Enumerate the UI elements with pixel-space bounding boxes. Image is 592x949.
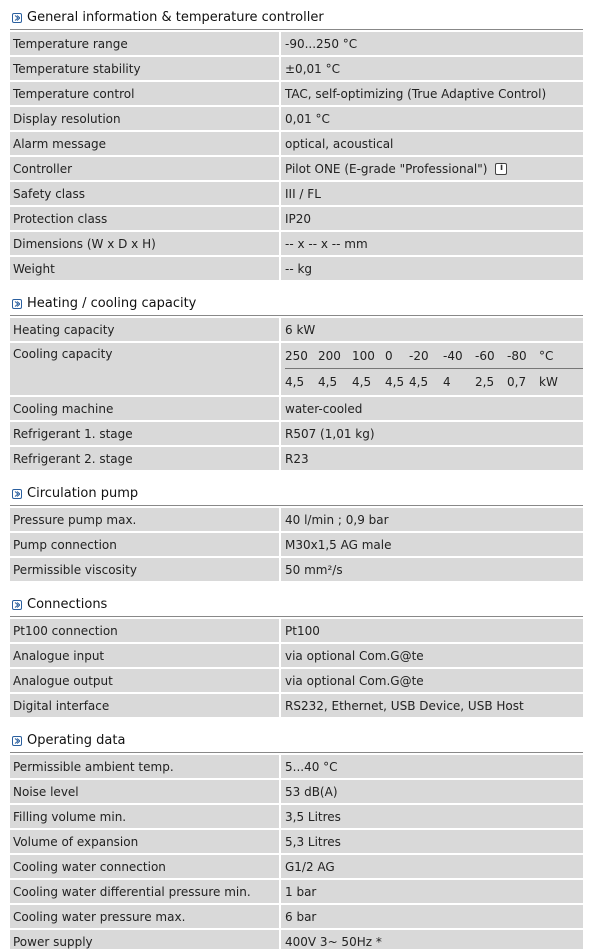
spec-value-text: -- kg bbox=[285, 261, 313, 276]
spec-row-cooling-water-differential-pressure-min bbox=[10, 880, 583, 903]
spec-value-text: ±0,01 °C bbox=[285, 61, 340, 76]
spec-value bbox=[281, 182, 583, 205]
section-header bbox=[10, 6, 583, 30]
info-icon[interactable]: i bbox=[495, 163, 507, 175]
spec-value bbox=[281, 855, 583, 878]
spec-row-display-resolution bbox=[10, 107, 583, 130]
section-header bbox=[10, 482, 583, 506]
chevron-right-icon bbox=[12, 299, 22, 309]
spec-row-weight bbox=[10, 257, 583, 280]
spec-value bbox=[281, 318, 583, 341]
cooling-temp-cell: 100 bbox=[352, 348, 375, 363]
cooling-temp-cell: 200 bbox=[318, 348, 341, 363]
chevron-right-icon bbox=[12, 489, 22, 499]
cooling-cap-cell: 4,5 bbox=[409, 375, 429, 389]
spec-value-text: R507 (1,01 kg) bbox=[285, 426, 375, 441]
cooling-temp-cell: 250 bbox=[285, 348, 308, 363]
spec-label: Pt100 connection bbox=[10, 619, 281, 642]
cooling-temp-cell: -40 bbox=[443, 348, 463, 363]
spec-value bbox=[281, 132, 583, 155]
spec-label: Temperature range bbox=[10, 32, 281, 55]
cooling-cap-cell: 4,5 bbox=[285, 375, 305, 389]
spec-value bbox=[281, 157, 583, 180]
spec-label: Cooling water differential pressure min. bbox=[10, 880, 281, 903]
spec-value bbox=[281, 57, 583, 80]
spec-value bbox=[281, 930, 583, 949]
spec-value bbox=[281, 447, 583, 470]
spec-label: Pump connection bbox=[10, 533, 281, 556]
spec-row-volume-of-expansion bbox=[10, 830, 583, 853]
spec-label: Safety class bbox=[10, 182, 281, 205]
section-title: Operating data bbox=[27, 733, 126, 748]
spec-label: Analogue output bbox=[10, 669, 281, 692]
section-title: Heating / cooling capacity bbox=[27, 296, 197, 311]
section-header bbox=[10, 292, 583, 316]
spec-value bbox=[281, 232, 583, 255]
cooling-cap-cell: 0,7 bbox=[507, 375, 527, 389]
spec-label: Filling volume min. bbox=[10, 805, 281, 828]
spec-row-pressure-pump-max bbox=[10, 508, 583, 531]
spec-label: Dimensions (W x D x H) bbox=[10, 232, 281, 255]
cooling-cap-cell: 4 bbox=[443, 375, 451, 389]
spec-row-controller bbox=[10, 157, 583, 180]
section-title: Connections bbox=[27, 597, 108, 612]
cooling-cap-cell: kW bbox=[539, 375, 558, 389]
section-gap bbox=[10, 472, 583, 482]
section-gap bbox=[10, 282, 583, 292]
spec-label: Cooling capacity bbox=[10, 343, 281, 395]
spec-sheet bbox=[10, 6, 583, 949]
spec-value bbox=[281, 755, 583, 778]
spec-row-protection-class bbox=[10, 207, 583, 230]
spec-label: Permissible ambient temp. bbox=[10, 755, 281, 778]
spec-value-text: G1/2 AG bbox=[285, 859, 335, 874]
spec-value bbox=[281, 805, 583, 828]
section-title: General information & temperature controller bbox=[27, 10, 324, 25]
spec-value bbox=[281, 533, 583, 556]
spec-value bbox=[281, 82, 583, 105]
spec-value-text: -90...250 °C bbox=[285, 36, 358, 51]
spec-row-permissible-ambient-temp bbox=[10, 755, 583, 778]
spec-label: Cooling water connection bbox=[10, 855, 281, 878]
spec-value bbox=[281, 619, 583, 642]
spec-row-digital-interface bbox=[10, 694, 583, 717]
spec-value-text: optical, acoustical bbox=[285, 136, 394, 151]
spec-label: Temperature stability bbox=[10, 57, 281, 80]
section-circulation-pump bbox=[10, 482, 583, 581]
section-gap bbox=[10, 583, 583, 593]
spec-label: Permissible viscosity bbox=[10, 558, 281, 581]
spec-value bbox=[281, 558, 583, 581]
cooling-cap-cell: 4,5 bbox=[385, 375, 405, 389]
spec-value bbox=[281, 694, 583, 717]
spec-value bbox=[281, 32, 583, 55]
spec-row-noise-level bbox=[10, 780, 583, 803]
section-general-information-temperature-controller bbox=[10, 6, 583, 280]
cooling-cap-cell: 2,5 bbox=[475, 375, 495, 389]
spec-label: Noise level bbox=[10, 780, 281, 803]
spec-value-text: via optional Com.G@te bbox=[285, 673, 424, 688]
cooling-temperature-row bbox=[285, 343, 583, 369]
spec-row-cooling-machine bbox=[10, 397, 583, 420]
section-header bbox=[10, 593, 583, 617]
spec-row-safety-class bbox=[10, 182, 583, 205]
spec-row-cooling-capacity bbox=[10, 343, 583, 395]
spec-value-text: 40 l/min ; 0,9 bar bbox=[285, 512, 389, 527]
spec-label: Temperature control bbox=[10, 82, 281, 105]
spec-label: Volume of expansion bbox=[10, 830, 281, 853]
chevron-right-icon bbox=[12, 736, 22, 746]
spec-value bbox=[281, 422, 583, 445]
spec-label: Alarm message bbox=[10, 132, 281, 155]
spec-label: Controller bbox=[10, 157, 281, 180]
spec-label: Power supply bbox=[10, 930, 281, 949]
spec-row-alarm-message bbox=[10, 132, 583, 155]
spec-label: Refrigerant 2. stage bbox=[10, 447, 281, 470]
spec-value-text: 6 bar bbox=[285, 909, 317, 924]
spec-value bbox=[281, 830, 583, 853]
spec-value bbox=[281, 880, 583, 903]
spec-value bbox=[281, 644, 583, 667]
spec-label: Pressure pump max. bbox=[10, 508, 281, 531]
spec-label: Weight bbox=[10, 257, 281, 280]
spec-label: Cooling machine bbox=[10, 397, 281, 420]
cooling-cap-cell: 4,5 bbox=[352, 375, 372, 389]
spec-value bbox=[281, 780, 583, 803]
spec-value-text: TAC, self-optimizing (True Adaptive Control) bbox=[285, 86, 547, 101]
spec-value-text: 5,3 Litres bbox=[285, 834, 341, 849]
section-heating-cooling-capacity bbox=[10, 292, 583, 470]
cooling-temp-cell: °C bbox=[539, 348, 554, 363]
spec-value-text: R23 bbox=[285, 451, 309, 466]
spec-value-text: -- x -- x -- mm bbox=[285, 236, 368, 251]
spec-value bbox=[281, 397, 583, 420]
spec-value-text: 0,01 °C bbox=[285, 111, 330, 126]
cooling-cap-cell: 4,5 bbox=[318, 375, 338, 389]
spec-value bbox=[281, 508, 583, 531]
spec-value-text: Pilot ONE (E-grade "Professional") bbox=[285, 161, 488, 176]
spec-value-text: 50 mm²/s bbox=[285, 562, 343, 577]
spec-row-analogue-input bbox=[10, 644, 583, 667]
spec-value-text: RS232, Ethernet, USB Device, USB Host bbox=[285, 698, 524, 713]
spec-value-text: 3,5 Litres bbox=[285, 809, 341, 824]
spec-value-text: 6 kW bbox=[285, 322, 316, 337]
spec-label: Refrigerant 1. stage bbox=[10, 422, 281, 445]
spec-value-text: M30x1,5 AG male bbox=[285, 537, 392, 552]
spec-value-text: Pt100 bbox=[285, 623, 320, 638]
chevron-right-icon bbox=[12, 13, 22, 23]
spec-row-temperature-range bbox=[10, 32, 583, 55]
spec-label: Protection class bbox=[10, 207, 281, 230]
spec-value bbox=[281, 257, 583, 280]
spec-value-text: 5...40 °C bbox=[285, 759, 338, 774]
spec-label: Heating capacity bbox=[10, 318, 281, 341]
spec-label: Cooling water pressure max. bbox=[10, 905, 281, 928]
spec-value-text: 53 dB(A) bbox=[285, 784, 338, 799]
spec-row-dimensions-w-x-d-x-h bbox=[10, 232, 583, 255]
spec-label: Digital interface bbox=[10, 694, 281, 717]
spec-value-text: water-cooled bbox=[285, 401, 363, 416]
cooling-capacity-table bbox=[281, 343, 583, 395]
spec-value bbox=[281, 905, 583, 928]
spec-value bbox=[281, 107, 583, 130]
spec-value bbox=[281, 207, 583, 230]
cooling-capacity-row bbox=[285, 369, 583, 395]
spec-row-refrigerant-2-stage bbox=[10, 447, 583, 470]
spec-label: Display resolution bbox=[10, 107, 281, 130]
spec-row-permissible-viscosity bbox=[10, 558, 583, 581]
spec-value-text: 1 bar bbox=[285, 884, 317, 899]
cooling-temp-cell: -80 bbox=[507, 348, 527, 363]
section-title: Circulation pump bbox=[27, 486, 139, 501]
section-operating-data bbox=[10, 729, 583, 949]
spec-row-filling-volume-min bbox=[10, 805, 583, 828]
cooling-temp-cell: 0 bbox=[385, 348, 393, 363]
chevron-right-icon bbox=[12, 600, 22, 610]
spec-row-analogue-output bbox=[10, 669, 583, 692]
spec-value bbox=[281, 669, 583, 692]
cooling-temp-cell: -20 bbox=[409, 348, 429, 363]
section-connections bbox=[10, 593, 583, 717]
spec-row-power-supply bbox=[10, 930, 583, 949]
spec-row-temperature-control bbox=[10, 82, 583, 105]
spec-row-pump-connection bbox=[10, 533, 583, 556]
spec-row-cooling-water-connection bbox=[10, 855, 583, 878]
spec-value-text: III / FL bbox=[285, 186, 321, 201]
cooling-temp-cell: -60 bbox=[475, 348, 495, 363]
spec-value-text: IP20 bbox=[285, 211, 312, 226]
spec-row-refrigerant-1-stage bbox=[10, 422, 583, 445]
spec-label: Analogue input bbox=[10, 644, 281, 667]
spec-value-text: via optional Com.G@te bbox=[285, 648, 424, 663]
spec-row-pt100-connection bbox=[10, 619, 583, 642]
section-header bbox=[10, 729, 583, 753]
section-gap bbox=[10, 719, 583, 729]
spec-value-text: 400V 3~ 50Hz * bbox=[285, 934, 382, 949]
spec-row-cooling-water-pressure-max bbox=[10, 905, 583, 928]
spec-row-temperature-stability bbox=[10, 57, 583, 80]
spec-row-heating-capacity bbox=[10, 318, 583, 341]
